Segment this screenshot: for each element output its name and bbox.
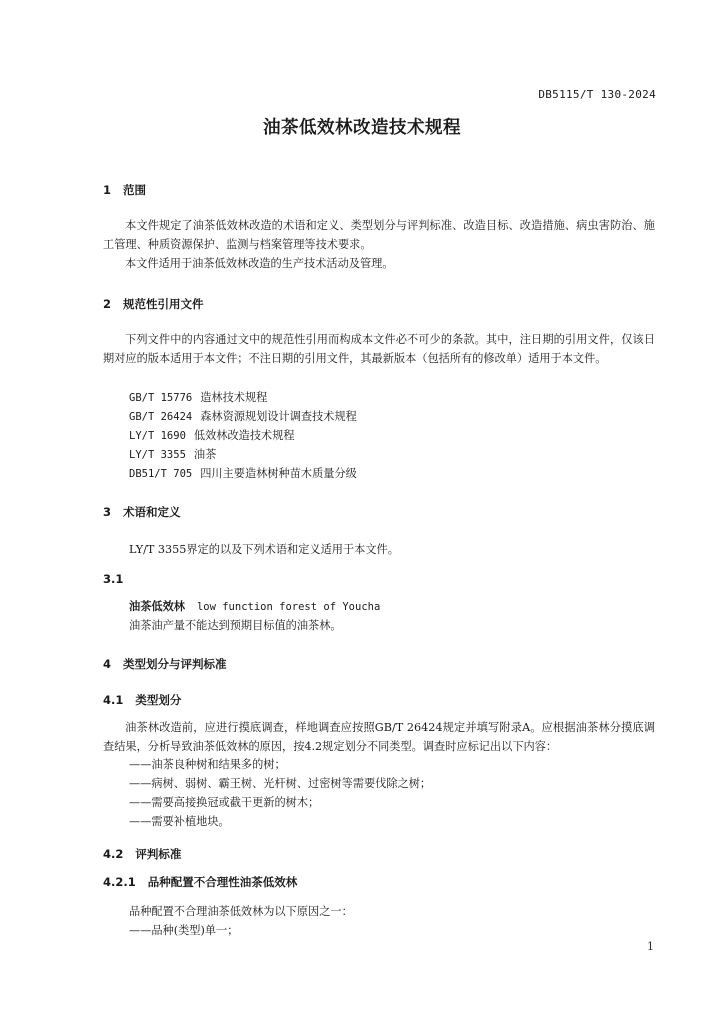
list-item: ——需要补植地块。 (129, 815, 230, 828)
section-4-heading (103, 656, 227, 672)
section-number: 3 (103, 505, 112, 519)
section-title: 范围 (123, 183, 147, 197)
section-title: 评判标准 (135, 847, 182, 861)
section-number: 2 (103, 297, 112, 311)
reference-item: LY/T 3355 油茶 (129, 448, 217, 461)
document-title: 油茶低效林改造技术规程 (263, 118, 461, 138)
subsection-3-1-heading: 3.1 (103, 572, 124, 586)
section-title: 类型划分与评判标准 (123, 657, 227, 671)
term-english: low function forest of Youcha (196, 601, 381, 613)
section-1-paragraph-1: 本文件规定了油茶低效林改造的术语和定义、类型划分与评判标准、改造目标、改造措施、病虫害防治、施工管理、种质资源保护、监测与档案管理等技术要求。 (103, 219, 655, 251)
section-3-paragraph-1: LY/T 3355界定的以及下列术语和定义适用于本文件。 (129, 543, 399, 556)
list-item: ——需要高接换冠或截干更新的树木； (129, 796, 320, 809)
subsection-4-2-1-heading (103, 874, 297, 890)
section-title: 类型划分 (135, 693, 182, 707)
section-1-paragraph-2: 本文件适用于油茶低效林改造的生产技术活动及管理。 (125, 257, 394, 270)
document-code: DB5115/T 130-2024 (538, 88, 656, 101)
list-item: ——品种(类型)单一； (129, 924, 239, 937)
section-number: 4.2.1 (103, 875, 136, 889)
reference-item: GB/T 26424 森林资源规划设计调查技术规程 (129, 410, 357, 423)
section-number: 1 (103, 183, 112, 197)
section-title: 规范性引用文件 (123, 297, 204, 311)
section-title: 术语和定义 (123, 505, 181, 519)
subsection-4-1-heading (103, 692, 181, 708)
term-chinese: 油茶低效林 (129, 600, 185, 613)
list-item: ——病树、弱树、霸王树、光杆树、过密树等需要伐除之树； (129, 777, 432, 790)
page-number: 1 (647, 940, 654, 953)
section-title: 品种配置不合理性油茶低效林 (147, 875, 298, 889)
subsection-4-2-heading (103, 846, 181, 862)
section-number: 4.2 (103, 847, 124, 861)
reference-item: LY/T 1690 低效林改造技术规程 (129, 429, 295, 442)
subsection-4-1-paragraph: 油茶林改造前，应进行摸底调查，样地调查应按照GB/T 26424规定并填写附录A。应根据油茶林分摸底调查结果，分析导致油茶低效林的原因，按4.2规定划分不同类型。调查时应标记出以下内容： (103, 721, 655, 753)
section-2-paragraph-1: 下列文件中的内容通过文中的规范性引用而构成本文件必不可少的条款。其中，注日期的引用文件，仅该日期对应的版本适用于本文件；不注日期的引用文件，其最新版本（包括所有的修改单）适用于本文件。 (103, 333, 655, 365)
list-item: ——油茶良种树和结果多的树； (129, 758, 286, 771)
subsection-4-2-1-paragraph: 品种配置不合理油茶低效林为以下原因之一： (129, 905, 353, 918)
section-1-heading (103, 182, 146, 198)
section-2-heading (103, 296, 204, 312)
reference-item: DB51/T 705 四川主要造林树种苗木质量分级 (129, 467, 357, 480)
section-3-heading (103, 504, 181, 520)
section-number: 4.1 (103, 693, 124, 707)
term-definition: 油茶油产量不能达到预期目标值的油茶林。 (129, 619, 342, 632)
reference-item: GB/T 15776 造林技术规程 (129, 391, 268, 404)
section-number: 4 (103, 657, 112, 671)
term-entry (129, 598, 380, 614)
